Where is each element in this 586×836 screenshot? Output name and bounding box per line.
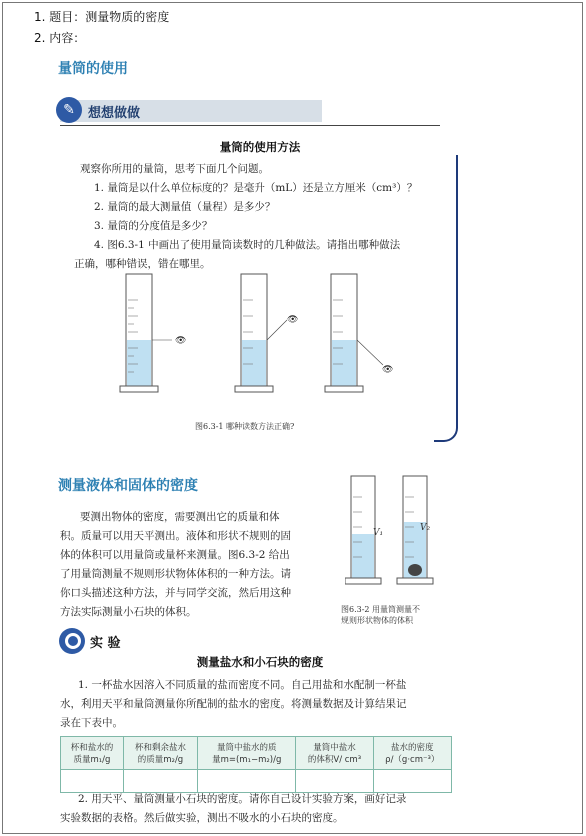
svg-text:👁: 👁 [382, 365, 394, 375]
section-title-density: 测量液体和固体的密度 [58, 478, 198, 494]
table-header-row [61, 737, 452, 770]
exp-para-2a: 2. 用天平、量筒测量小石块的密度。请你自己设计实验方案，画好记录 [78, 793, 407, 805]
table-header-cell: 量筒中盐水的质 量m=(m₁−m₂)/g [198, 737, 296, 770]
question-4b: 正确，哪种错误，错在哪里。 [74, 258, 211, 270]
question-1: 1. 量筒是以什么单位标度的？是毫升（mL）还是立方厘米（cm³）？ [94, 182, 418, 194]
svg-text:👁: 👁 [287, 315, 299, 325]
exp-para-1a: 1. 一杯盐水因溶入不同质量的盐而密度不同。自己用盐和水配制一杯盐 [78, 679, 407, 691]
density-para-4: 了用量筒测量不规则形状物体体积的一种方法。请 [60, 568, 291, 580]
question-3: 3. 量筒的分度值是多少？ [94, 220, 213, 232]
think-label: 想想做做 [88, 106, 141, 121]
experiment-label: 实 验 [90, 636, 121, 651]
title-line: 1. 题目：测量物质的密度 [34, 10, 170, 24]
cylinder-right [325, 274, 393, 392]
table-header-cell: 杯和盐水的 质量m₁/g [61, 737, 124, 770]
figure-reading-cylinders [100, 270, 430, 400]
density-para-1: 要测出物体的密度，需要测出它的质量和体 [80, 511, 280, 523]
think-tab [60, 100, 322, 122]
figure-irregular-volume [345, 472, 455, 587]
exp-para-2b: 实验数据的表格。然后做实验，测出不吸水的小石块的密度。 [60, 812, 344, 824]
svg-text:👁: 👁 [175, 336, 187, 346]
table-header-cell: 量筒中盐水 的体积V/ cm³ [296, 737, 373, 770]
saltwater-table [60, 736, 452, 793]
figure-6-3-2-caption-2: 规则形状物体的体积 [341, 616, 413, 625]
density-para-5: 你口头描述这种方法，并与同学交流，然后用这种 [60, 587, 291, 599]
question-4a: 4. 图6.3-1 中画出了使用量筒读数时的几种做法。请指出哪种做法 [94, 239, 401, 251]
question-2: 2. 量筒的最大测量值（量程）是多少？ [94, 201, 276, 213]
v2-label: V₂ [420, 523, 431, 533]
v1-label: V₁ [373, 528, 384, 538]
density-para-6: 方法实际测量小石块的体积。 [60, 606, 197, 618]
content-line: 2. 内容： [34, 31, 86, 45]
density-para-3: 体的体积可以用量筒或量杯来测量。图6.3-2 给出 [60, 549, 290, 561]
stone-shape [408, 564, 422, 576]
figure-6-3-2-caption-1: 图6.3-2 用量筒测量不 [341, 605, 421, 614]
divider [60, 125, 440, 126]
magnifier-icon [59, 628, 85, 654]
cylinder-left [120, 274, 186, 392]
exp-para-1c: 录在下表中。 [60, 717, 123, 729]
cylinder-middle [235, 274, 298, 392]
intro-text: 观察你所用的量筒，思考下面几个问题。 [80, 163, 269, 175]
table-header-cell: 盐水的密度 ρ/（g·cm⁻³） [373, 737, 451, 770]
method-heading: 量筒的使用方法 [219, 140, 301, 154]
table-header-cell: 杯和剩余盐水 的质量m₂/g [123, 737, 197, 770]
experiment-heading: 测量盐水和小石块的密度 [196, 655, 324, 669]
wrench-icon: ✎ [56, 97, 82, 123]
exp-para-1b: 水，利用天平和量筒测量你所配制的盐水的密度。将测量数据及计算结果记 [60, 698, 407, 710]
box-border [434, 155, 458, 442]
figure-6-3-1-caption: 图6.3-1 哪种读数方法正确? [195, 422, 295, 431]
density-para-2: 积。质量可以用天平测出。液体和形状不规则的固 [60, 530, 291, 542]
section-title-cylinder-use: 量筒的使用 [58, 61, 128, 77]
